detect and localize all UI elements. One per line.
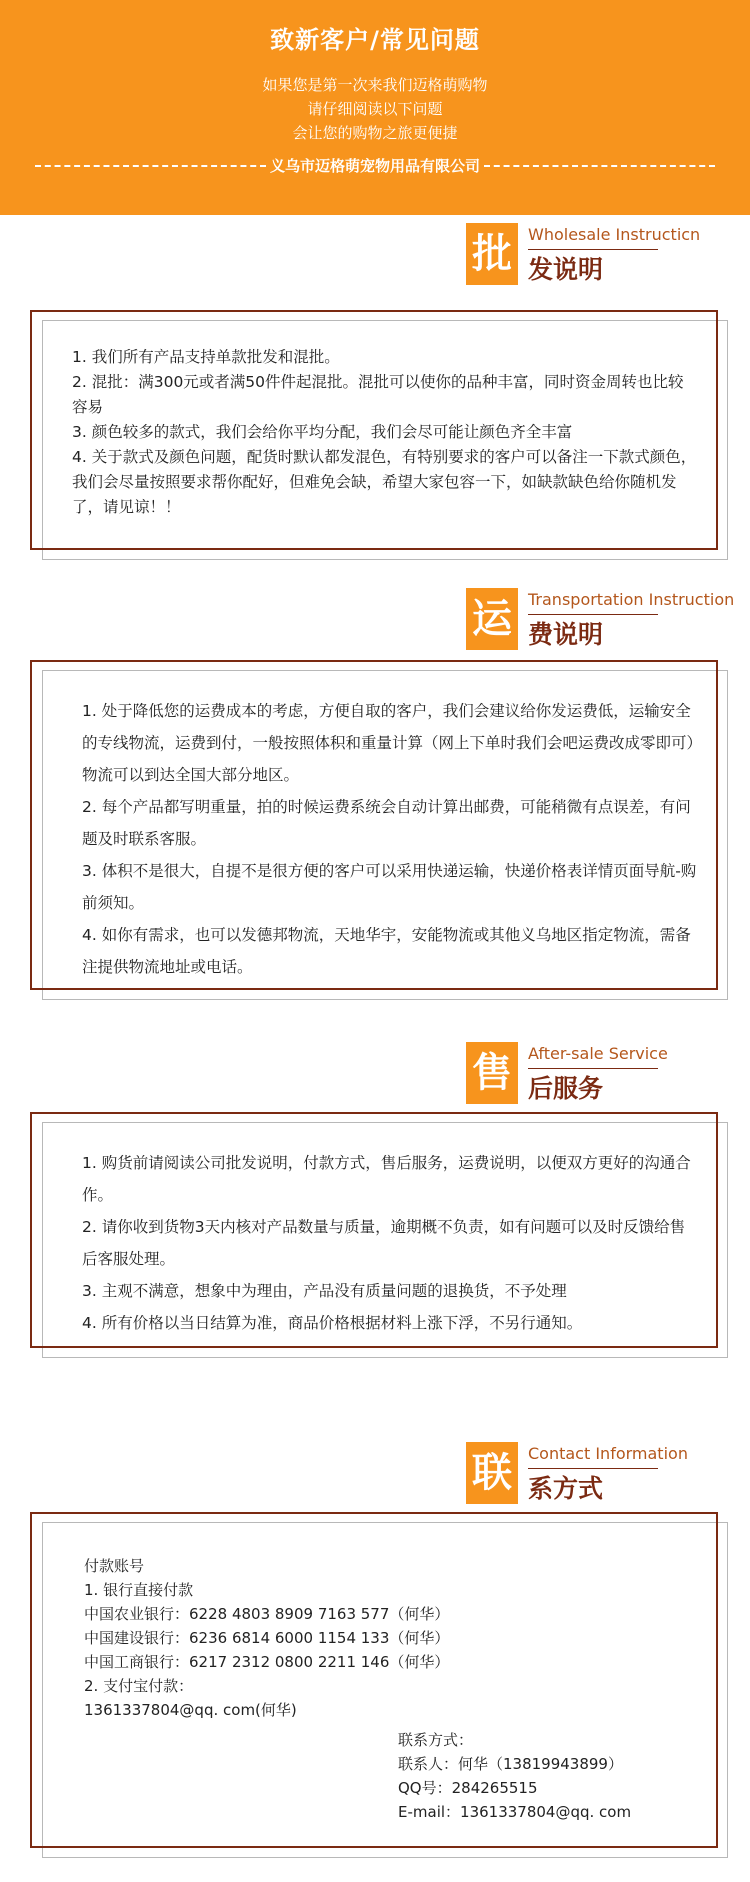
banner-line-3: 会让您的购物之旅更便捷 — [292, 124, 458, 142]
contact-box — [30, 1512, 718, 1848]
wholesale-item-4: 4. 关于款式及颜色问题，配货时默认都发混色，有特别要求的客户可以备注一下款式颜色，我们会尽量按照要求帮你配好，但难免会缺，希望大家包容一下，如缺款缺色给你随机发了，请见谅！！ — [72, 448, 697, 516]
aftersale-en-title: After-sale Service — [528, 1044, 668, 1063]
contact-left-line-1: 付款账号 — [84, 1557, 145, 1575]
transport-content — [82, 695, 698, 983]
aftersale-cn-title: 后服务 — [528, 1074, 604, 1103]
wholesale-heading — [466, 223, 750, 293]
banner-line-1: 如果您是第一次来我们迈格萌购物 — [262, 76, 488, 94]
transport-en-title: Transportation Instruction — [528, 590, 735, 609]
aftersale-item-1: 1. 购货前请阅读公司批发说明，付款方式，售后服务，运费说明，以便双方更好的沟通合作。 — [82, 1154, 691, 1204]
contact-payment-info — [84, 1554, 698, 1722]
transport-heading — [466, 588, 750, 658]
contact-en-title: Contact Information — [528, 1444, 688, 1463]
contact-right-line-3: QQ号：284265515 — [398, 1779, 538, 1797]
wholesale-item-1: 1. 我们所有产品支持单款批发和混批。 — [72, 348, 340, 366]
transport-box — [30, 660, 718, 990]
wholesale-badge: 批 — [466, 223, 518, 285]
aftersale-item-3: 3. 主观不满意，想象中为理由，产品没有质量问题的退换货，不予处理 — [82, 1282, 567, 1300]
wholesale-item-2: 2. 混批：满300元或者满50件件起混批。混批可以使你的品种丰富，同时资金周转也比较容易 — [72, 373, 684, 416]
aftersale-badge: 售 — [466, 1042, 518, 1104]
contact-badge: 联 — [466, 1442, 518, 1504]
aftersale-box — [30, 1112, 718, 1348]
aftersale-item-2: 2. 请你收到货物3天内核对产品数量与质量，逾期概不负责，如有问题可以及时反馈给售后客服处理。 — [82, 1218, 686, 1268]
contact-right-line-2: 联系人：何华（13819943899） — [398, 1755, 623, 1773]
dashed-divider-right — [484, 165, 715, 167]
transport-item-1: 1. 处于降低您的运费成本的考虑，方便自取的客户，我们会建议给你发运费低，运输安全的专线物流，运费到付，一般按照体积和重量计算（网上下单时我们会吧运费改成零即可）物流可以到达全国大部分地区。 — [82, 702, 695, 784]
company-row — [35, 155, 715, 176]
transport-item-4: 4. 如你有需求，也可以发德邦物流，天地华宇，安能物流或其他义乌地区指定物流，需备注提供物流地址或电话。 — [82, 926, 691, 976]
contact-left-line-7: 1361337804@qq. com(何华) — [84, 1701, 297, 1719]
contact-left-line-3: 中国农业银行：6228 4803 8909 7163 577（何华） — [84, 1605, 450, 1623]
aftersale-item-4: 4. 所有价格以当日结算为准，商品价格根据材料上涨下浮，不另行通知。 — [82, 1314, 583, 1332]
contact-cn-title: 系方式 — [528, 1474, 604, 1503]
aftersale-heading — [466, 1042, 750, 1112]
company-name: 义乌市迈格萌宠物用品有限公司 — [270, 157, 481, 175]
contact-left-line-4: 中国建设银行：6236 6814 6000 1154 133（何华） — [84, 1629, 450, 1647]
contact-left-line-5: 中国工商银行：6217 2312 0800 2211 146（何华） — [84, 1653, 450, 1671]
banner-line-2: 请仔细阅读以下问题 — [307, 100, 443, 118]
transport-item-2: 2. 每个产品都写明重量，拍的时候运费系统会自动计算出邮费，可能稍微有点误差，有问题及时联系客服。 — [82, 798, 691, 848]
dashed-divider-left — [35, 165, 266, 167]
wholesale-item-3: 3. 颜色较多的款式，我们会给你平均分配，我们会尽可能让颜色齐全丰富 — [72, 423, 573, 441]
transport-badge: 运 — [466, 588, 518, 650]
banner-title: 致新客户/常见问题 — [270, 26, 480, 54]
contact-heading — [466, 1442, 750, 1512]
contact-left-line-2: 1. 银行直接付款 — [84, 1581, 194, 1599]
contact-left-line-6: 2. 支付宝付款： — [84, 1677, 194, 1695]
header-banner — [0, 0, 750, 215]
contact-right-line-1: 联系方式： — [398, 1731, 474, 1749]
wholesale-box — [30, 310, 718, 550]
wholesale-content — [72, 345, 698, 520]
wholesale-en-title: Wholesale Instructicn — [528, 225, 701, 244]
contact-right-line-4: E-mail：1361337804@qq. com — [398, 1803, 632, 1821]
transport-item-3: 3. 体积不是很大，自提不是很方便的客户可以采用快递运输，快递价格表详情页面导航-购前须知。 — [82, 862, 697, 912]
aftersale-content — [82, 1147, 698, 1339]
wholesale-cn-title: 发说明 — [528, 255, 604, 284]
transport-cn-title: 费说明 — [528, 620, 604, 649]
contact-person-info — [398, 1728, 631, 1824]
